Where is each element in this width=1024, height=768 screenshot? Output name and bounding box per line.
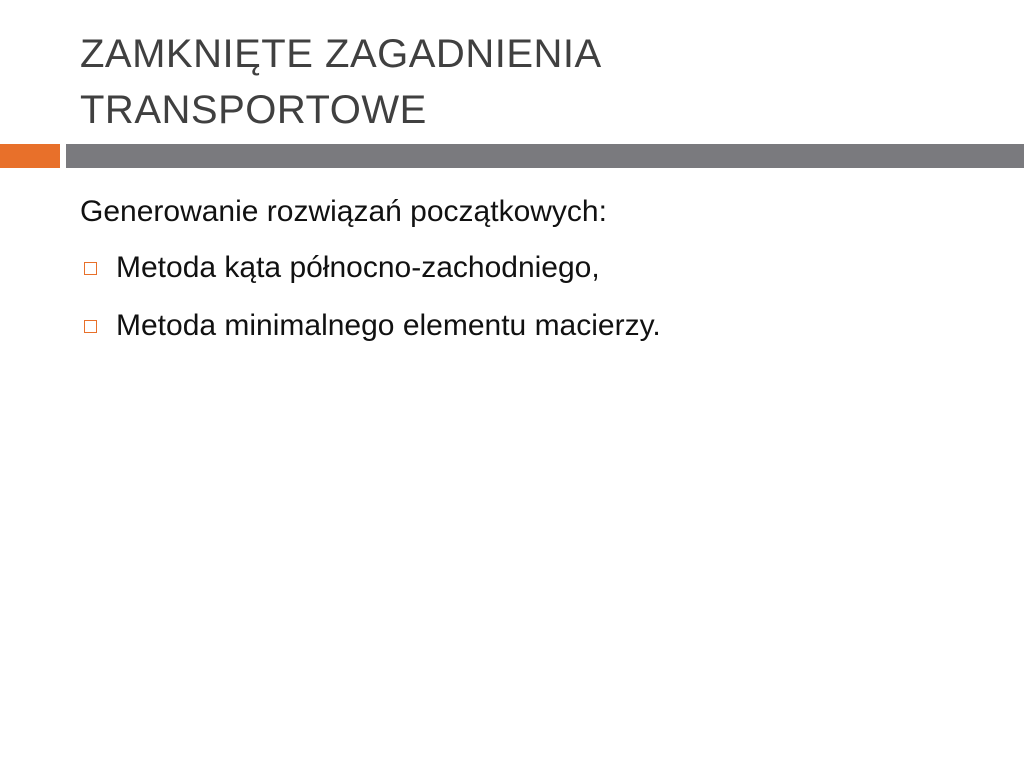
intro-text: Generowanie rozwiązań początkowych: — [80, 195, 607, 228]
slide-title-line-2: TRANSPORTOWE — [80, 88, 427, 132]
list-item — [80, 306, 980, 346]
bullet-text: Metoda minimalnego elementu macierzy. — [116, 309, 661, 342]
title-divider-bar — [66, 144, 1024, 168]
accent-bar — [0, 144, 60, 168]
slide-body — [80, 192, 980, 364]
slide-title-line-1: ZAMKNIĘTE ZAGADNIENIA — [80, 32, 602, 76]
hollow-square-bullet-icon — [84, 262, 97, 275]
list-item — [80, 248, 980, 288]
bullet-text: Metoda kąta północno-zachodniego, — [116, 251, 600, 284]
slide-title — [80, 26, 980, 138]
bullet-list — [80, 248, 980, 346]
hollow-square-bullet-icon — [84, 320, 97, 333]
